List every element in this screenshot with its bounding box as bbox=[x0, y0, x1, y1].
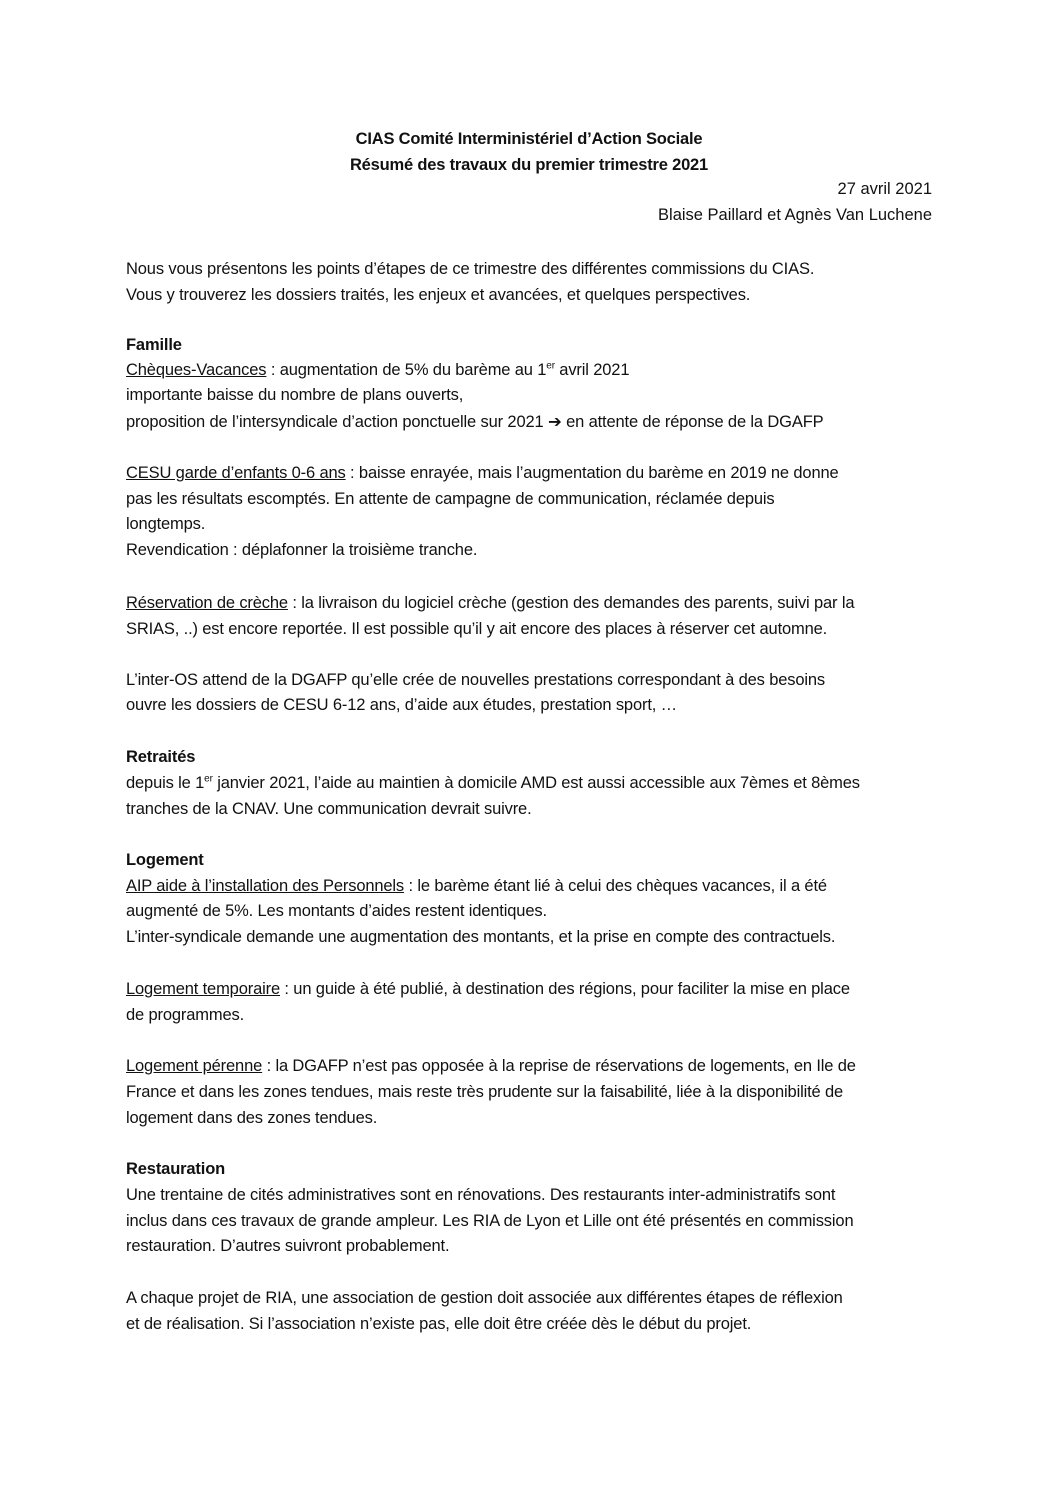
creche-label: Réservation de crèche bbox=[126, 594, 288, 612]
document-title: CIAS Comité Interministériel d’Action Sociale bbox=[355, 130, 703, 148]
famille-line-3-text: proposition de l’intersyndicale d’action ponctuelle sur 2021 bbox=[126, 413, 548, 431]
restauration-line-2: inclus dans ces travaux de grande ampleur. Les RIA de Lyon et Lille ont été présentés en commission bbox=[126, 1212, 854, 1230]
temp-text: : un guide à été publié, à destination des régions, pour faciliter la mise en place bbox=[280, 980, 850, 998]
restauration-line-3: restauration. D’autres suivront probablement. bbox=[126, 1237, 450, 1255]
perenne-label: Logement pérenne bbox=[126, 1057, 263, 1075]
aip-label: AIP aide à l’installation des Personnels bbox=[126, 877, 405, 895]
section-heading-famille: Famille bbox=[126, 336, 182, 354]
aip-line-2: augmenté de 5%. Les montants d’aides restent identiques. bbox=[126, 902, 547, 920]
interos-line-2: ouvre les dossiers de CESU 6-12 ans, d’aide aux études, prestation sport, … bbox=[126, 696, 677, 714]
cheques-text: : augmentation de 5% du barème au 1 bbox=[266, 361, 547, 379]
creche-line-2: SRIAS, ..) est encore reportée. Il est possible qu’il y ait encore des places à réserver cet automne. bbox=[126, 620, 828, 638]
cesu-line-2: pas les résultats escomptés. En attente de campagne de communication, réclamée depuis bbox=[126, 490, 775, 508]
section-heading-retraites: Retraités bbox=[126, 748, 196, 766]
aip-text: : le barème étant lié à celui des chèques vacances, il a été bbox=[404, 877, 827, 895]
retraites-text: depuis le 1 bbox=[126, 774, 205, 792]
intro-line-2: Vous y trouverez les dossiers traités, les enjeux et avancées, et quelques perspectives. bbox=[126, 286, 751, 304]
superscript: er bbox=[204, 773, 213, 785]
retraites-line-1 bbox=[126, 774, 860, 793]
famille-line-2: importante baisse du nombre de plans ouverts, bbox=[126, 386, 464, 404]
cesu-text: : baisse enrayée, mais l’augmentation du barème en 2019 ne donne bbox=[345, 464, 839, 482]
cheques-text-end: avril 2021 bbox=[554, 361, 630, 379]
document-date: 27 avril 2021 bbox=[837, 180, 932, 198]
cesu-line-3: longtemps. bbox=[126, 515, 206, 533]
arrow-right-icon: ➔ bbox=[547, 413, 562, 431]
cesu-label: CESU garde d’enfants 0-6 ans bbox=[126, 464, 346, 482]
perenne-line-2: France et dans les zones tendues, mais reste très prudente sur la faisabilité, liée à la disponibilité de bbox=[126, 1083, 844, 1101]
perenne-line-3: logement dans des zones tendues. bbox=[126, 1109, 378, 1127]
creche-text: : la livraison du logiciel crèche (gestion des demandes des parents, suivi par la bbox=[287, 594, 855, 612]
famille-line-3 bbox=[126, 412, 823, 432]
aip-line bbox=[126, 877, 827, 896]
document-authors: Blaise Paillard et Agnès Van Luchene bbox=[658, 206, 932, 224]
temp-label: Logement temporaire bbox=[126, 980, 280, 998]
document-subtitle: Résumé des travaux du premier trimestre 2021 bbox=[349, 156, 709, 174]
temp-line-2: de programmes. bbox=[126, 1006, 245, 1024]
retraites-line-2: tranches de la CNAV. Une communication devrait suivre. bbox=[126, 800, 532, 818]
superscript: er bbox=[546, 360, 555, 372]
intro-line-1: Nous vous présentons les points d’étapes de ce trimestre des différentes commissions du CIAS. bbox=[126, 260, 815, 278]
perenne-text: : la DGAFP n’est pas opposée à la reprise de réservations de logements, en Ile de bbox=[262, 1057, 856, 1075]
cheques-vacances-label: Chèques-Vacances bbox=[126, 361, 267, 379]
restauration-line-1: Une trentaine de cités administratives sont en rénovations. Des restaurants inter-administratifs sont bbox=[126, 1186, 836, 1204]
restauration-line-4: A chaque projet de RIA, une association de gestion doit associée aux différentes étapes de réflexion bbox=[126, 1289, 843, 1307]
temp-line bbox=[126, 980, 850, 999]
aip-line-3: L’inter-syndicale demande une augmentation des montants, et la prise en compte des contractuels. bbox=[126, 928, 836, 946]
cheques-vacances-line bbox=[126, 361, 629, 380]
creche-line bbox=[126, 594, 854, 613]
section-heading-logement: Logement bbox=[126, 851, 204, 869]
retraites-text-end: janvier 2021, l’aide au maintien à domicile AMD est aussi accessible aux 7èmes et 8èmes bbox=[212, 774, 860, 792]
perenne-line bbox=[126, 1057, 856, 1076]
cesu-line-4: Revendication : déplafonner la troisième tranche. bbox=[126, 541, 478, 559]
restauration-line-5: et de réalisation. Si l’association n’existe pas, elle doit être créée dès le début du projet. bbox=[126, 1315, 752, 1333]
cesu-line bbox=[126, 464, 839, 483]
interos-line-1: L’inter-OS attend de la DGAFP qu’elle crée de nouvelles prestations correspondant à des besoins bbox=[126, 671, 826, 689]
section-heading-restauration: Restauration bbox=[126, 1160, 226, 1178]
famille-line-3-end: en attente de réponse de la DGAFP bbox=[561, 413, 824, 431]
